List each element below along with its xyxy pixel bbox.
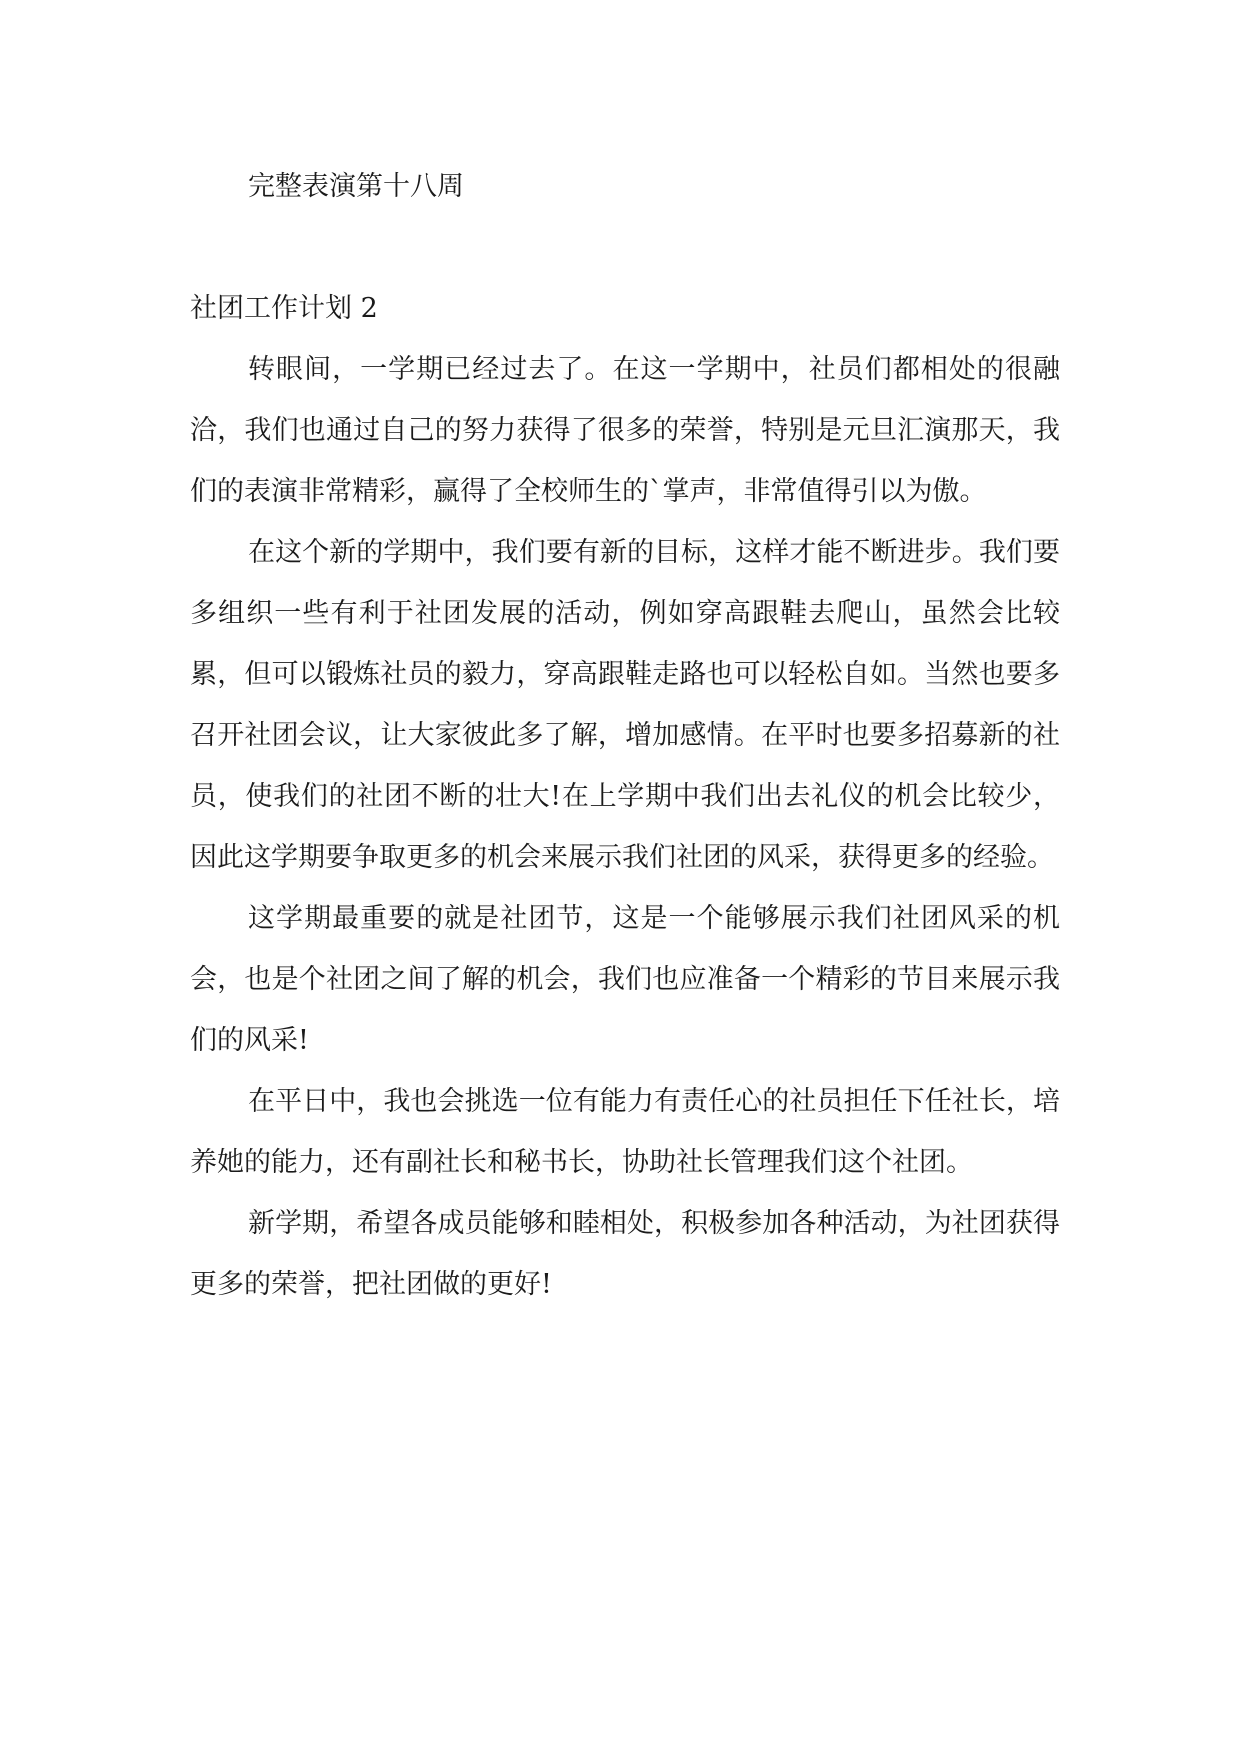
paragraph-3: 这学期最重要的就是社团节，这是一个能够展示我们社团风采的机会，也是个社团之间了解的机会，我们也应准备一个精彩的节目来展示我们的风采!: [190, 903, 1060, 1056]
top-line: 完整表演第十八周: [248, 171, 464, 202]
document-body: [190, 150, 1060, 1315]
blank-gap: [190, 206, 1060, 278]
paragraph-1: 转眼间，一学期已经过去了。在这一学期中，社员们都相处的很融洽，我们也通过自己的努力获得了很多的荣誉，特别是元旦汇演那天，我们的表演非常精彩，赢得了全校师生的`掌声，非常值得引以为傲。: [190, 354, 1060, 507]
paragraph-4: 在平日中，我也会挑选一位有能力有责任心的社员担任下任社长，培养她的能力，还有副社长和秘书长，协助社长管理我们这个社团。: [190, 1086, 1060, 1178]
paragraph-5: 新学期，希望各成员能够和睦相处，积极参加各种活动，为社团获得更多的荣誉，把社团做的更好!: [190, 1208, 1060, 1300]
section-heading: 社团工作计划 2: [190, 293, 378, 324]
paragraph-2: 在这个新的学期中，我们要有新的目标，这样才能不断进步。我们要多组织一些有利于社团发展的活动，例如穿高跟鞋去爬山，虽然会比较累，但可以锻炼社员的毅力，穿高跟鞋走路也可以轻松自如。当然也要多召开社团会议，让大家彼此多了解，增加感情。在平时也要多招募新的社员，使我们的社团不断的壮大!在上学期中我们出去礼仪的机会比较少，因此这学期要争取更多的机会来展示我们社团的风采，获得更多的经验。: [190, 537, 1060, 873]
